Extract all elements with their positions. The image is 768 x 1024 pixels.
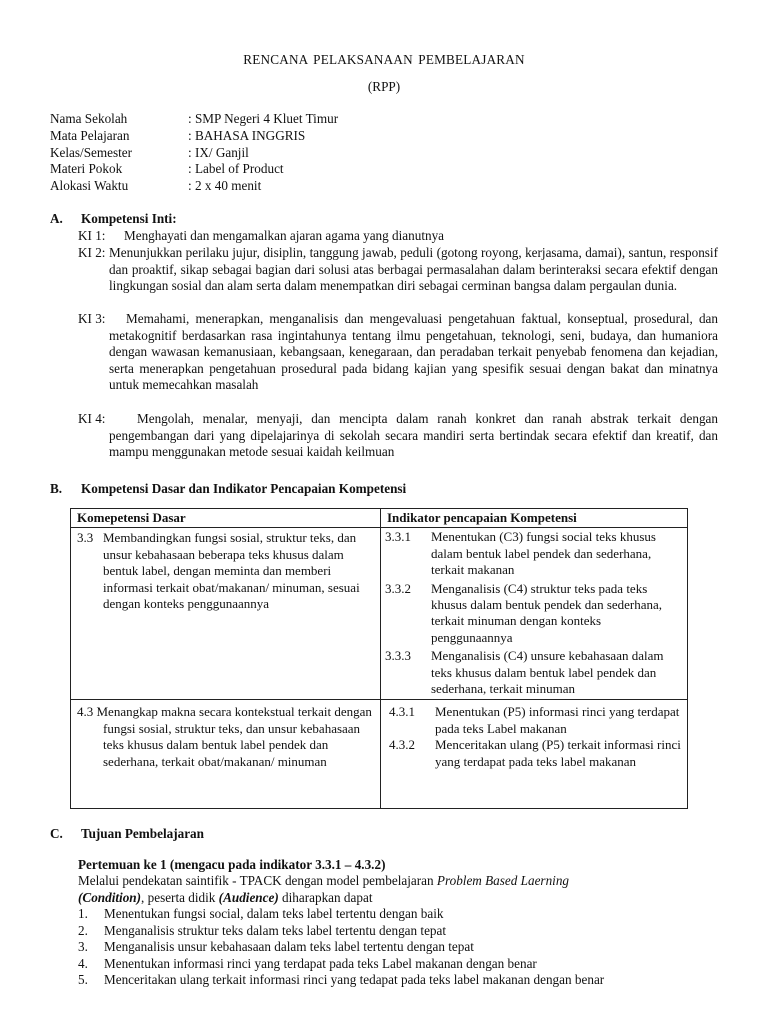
indicator-number: 4.3.1 [389, 704, 415, 720]
goal-number: 2. [78, 922, 88, 938]
goal-text: Menentukan fungsi social, dalam teks label tertentu dengan baik [104, 906, 444, 921]
indicator-number: 3.3.1 [385, 529, 411, 545]
indicator-item [385, 648, 681, 697]
learning-intro [78, 873, 638, 906]
goal-text: Menentukan informasi rinci yang terdapat pada teks Label makanan dengan benar [104, 955, 537, 971]
kd-cell [71, 528, 381, 700]
section-letter: A. [50, 211, 63, 226]
list-item [78, 939, 604, 956]
section-letter: C. [50, 826, 63, 841]
identity-value: : Label of Product [188, 161, 284, 177]
kd-entry [77, 704, 374, 770]
identity-label: Alokasi Waktu [50, 178, 129, 194]
identity-value: : BAHASA INGGRIS [188, 127, 306, 143]
intro-condition: (Condition) [78, 889, 142, 905]
indicator-number: 3.3.3 [385, 648, 411, 664]
intro-text: , peserta didik [141, 889, 219, 905]
goal-text: Menceritakan ulang terkait informasi rinci yang tedapat pada teks label makanan dengan benar [104, 972, 605, 988]
goal-number: 1. [78, 906, 88, 921]
indicator-number: 4.3.2 [389, 737, 415, 753]
intro-model: Problem Based Laerning [436, 873, 570, 888]
goal-number: 5. [78, 972, 88, 988]
intro-audience: (Audience) [218, 889, 279, 905]
identity-block [50, 111, 338, 195]
intro-text: Melalui pendekatan saintifik - TPACK dengan model pembelajaran [78, 873, 437, 888]
indicator-text: Menganalisis (C4) struktur teks pada teks khusus dalam bentuk pendek dan sederhana, terkait minuman dengan konteks penggunaannya [431, 580, 663, 645]
table-header-row [71, 509, 688, 528]
section-title: Tujuan Pembelajaran [81, 826, 204, 841]
meeting-title: Pertemuan ke 1 (mengacu pada indikator 3.3.1 – 4.3.2) [78, 857, 386, 872]
table-header: Komepetensi Dasar [71, 509, 381, 528]
section-c-heading [50, 826, 204, 843]
section-title: Kompetensi Inti: [81, 211, 177, 226]
ki-label: KI 1: [78, 228, 106, 243]
kd-number: 4.3 [77, 704, 94, 720]
table-row [71, 528, 688, 700]
intro-text: diharapkan dapat [278, 889, 373, 905]
kd-number: 3.3 [77, 530, 94, 546]
indicator-text: Menentukan (P5) informasi rinci yang terdapat pada teks Label makanan [435, 704, 680, 736]
identity-row [50, 128, 338, 145]
indicator-item [389, 737, 681, 770]
ki-item [78, 245, 718, 295]
identity-value: : IX/ Ganjil [188, 144, 249, 160]
indicator-cell [381, 528, 688, 700]
indicator-number: 3.3.2 [385, 580, 411, 596]
section-a-heading [50, 211, 177, 228]
goal-text: Menganalisis unsur kebahasaan dalam teks label tertentu dengan tepat [104, 939, 474, 955]
kd-text: Menangkap makna secara kontekstual terkait dengan fungsi sosial, struktur teks, dan unsur kebahasaan teks khusus dalam bentuk label pendek dan sederhana, terkait obat/makanan/ minuman [96, 704, 372, 769]
goal-number: 4. [78, 955, 88, 971]
kd-cell [71, 700, 381, 809]
ki-label: KI 2: [78, 245, 106, 260]
identity-row [50, 145, 338, 162]
identity-label: Nama Sekolah [50, 111, 128, 126]
section-title: Kompetensi Dasar dan Indikator Pencapaian Kompetensi [81, 481, 407, 496]
section-letter: B. [50, 481, 63, 496]
identity-label: Mata Pelajaran [50, 127, 130, 143]
identity-label: Kelas/Semester [50, 144, 133, 160]
indicator-text: Menentukan (C3) fungsi social teks khusus dalam bentuk label pendek dan sederhana, terkait makanan [431, 529, 656, 578]
indicator-item [385, 529, 681, 578]
ki-text: Menunjukkan perilaku jujur, disiplin, tanggung jawab, peduli (gotong royong, kerjasama, damai), santun, responsif dan proaktif, sikap sebagai bagian dari solusi atas berbagai permasalahan dalam berinteraksi secara efektif dengan lingkungan sosial dan alam serta dalam menempatkan diri sebagai cerminan bangsa dalam pergaulan dunia. [109, 245, 718, 294]
ki-item [78, 228, 718, 245]
indicator-text: Menganalisis (C4) unsure kebahasaan dalam teks khusus dalam bentuk label pendek dan sederhana, terkait minuman [431, 648, 664, 697]
indicator-item [389, 704, 681, 737]
list-item [78, 923, 604, 940]
list-item [78, 906, 604, 923]
goal-number: 3. [78, 939, 88, 955]
identity-row [50, 178, 338, 195]
identity-row [50, 111, 338, 128]
ki-label: KI 4: [78, 411, 106, 426]
identity-row [50, 161, 338, 178]
indicator-cell [381, 700, 688, 809]
ki-item [78, 411, 718, 461]
kd-text: Membandingkan fungsi sosial, struktur teks, dan unsur kebahasaan beberapa teks khusus dalam bentuk label, dengan meminta dan memberi informasi terkait obat/makanan/ minuman, sesuai dengan konteks penggunaannya [103, 530, 360, 612]
document-title: RENCANA PELAKSANAAN PEMBELAJARAN [243, 52, 525, 67]
competency-table [70, 508, 688, 809]
ki-text: Mengolah, menalar, menyaji, dan mencipta dalam ranah konkret dan ranah abstrak terkait dengan pengembangan dari yang dipelajarinya di sekolah secara mandiri serta bertindak secara efektif dan kreatif, dan mampu menggunakan metode sesuai kaidah keilmuan [109, 411, 718, 460]
list-item [78, 956, 604, 973]
goal-list [78, 906, 604, 989]
list-item [78, 972, 604, 989]
ki-text: Menghayati dan mengamalkan ajaran agama yang dianutnya [124, 228, 445, 243]
goal-text: Menganalisis struktur teks dalam teks label tertentu dengan tepat [104, 922, 447, 938]
identity-value: : 2 x 40 menit [188, 178, 262, 194]
ki-text: Memahami, menerapkan, menganalisis dan mengevaluasi pengetahuan faktual, konseptual, prosedural, dan metakognitif berdasarkan rasa ingintahunya tentang ilmu pengetahuan, teknologi, seni, budaya, dan humaniora dengan wawasan kemanusiaan, kebangsaan, kenegaraan, dan peradaban terkait penyebab fenomena dan kejadian, serta menerapkan pengetahuan prosedural pada bidang kajian yang spesifik sesuai dengan bakat dan minatnya untuk memecahkan masalah [109, 311, 718, 393]
section-b-heading [50, 481, 406, 498]
identity-value: : SMP Negeri 4 Kluet Timur [188, 111, 339, 126]
document-subtitle: (RPP) [367, 79, 401, 94]
identity-label: Materi Pokok [50, 161, 123, 177]
indicator-text: Menceritakan ulang (P5) terkait informasi rinci yang terdapat pada teks label makanan [435, 737, 681, 769]
ki-item [78, 311, 718, 394]
kd-entry [77, 530, 374, 612]
table-row [71, 700, 688, 809]
ki-label: KI 3: [78, 311, 106, 326]
table-header: Indikator pencapaian Kompetensi [381, 509, 688, 528]
indicator-item [385, 581, 681, 647]
